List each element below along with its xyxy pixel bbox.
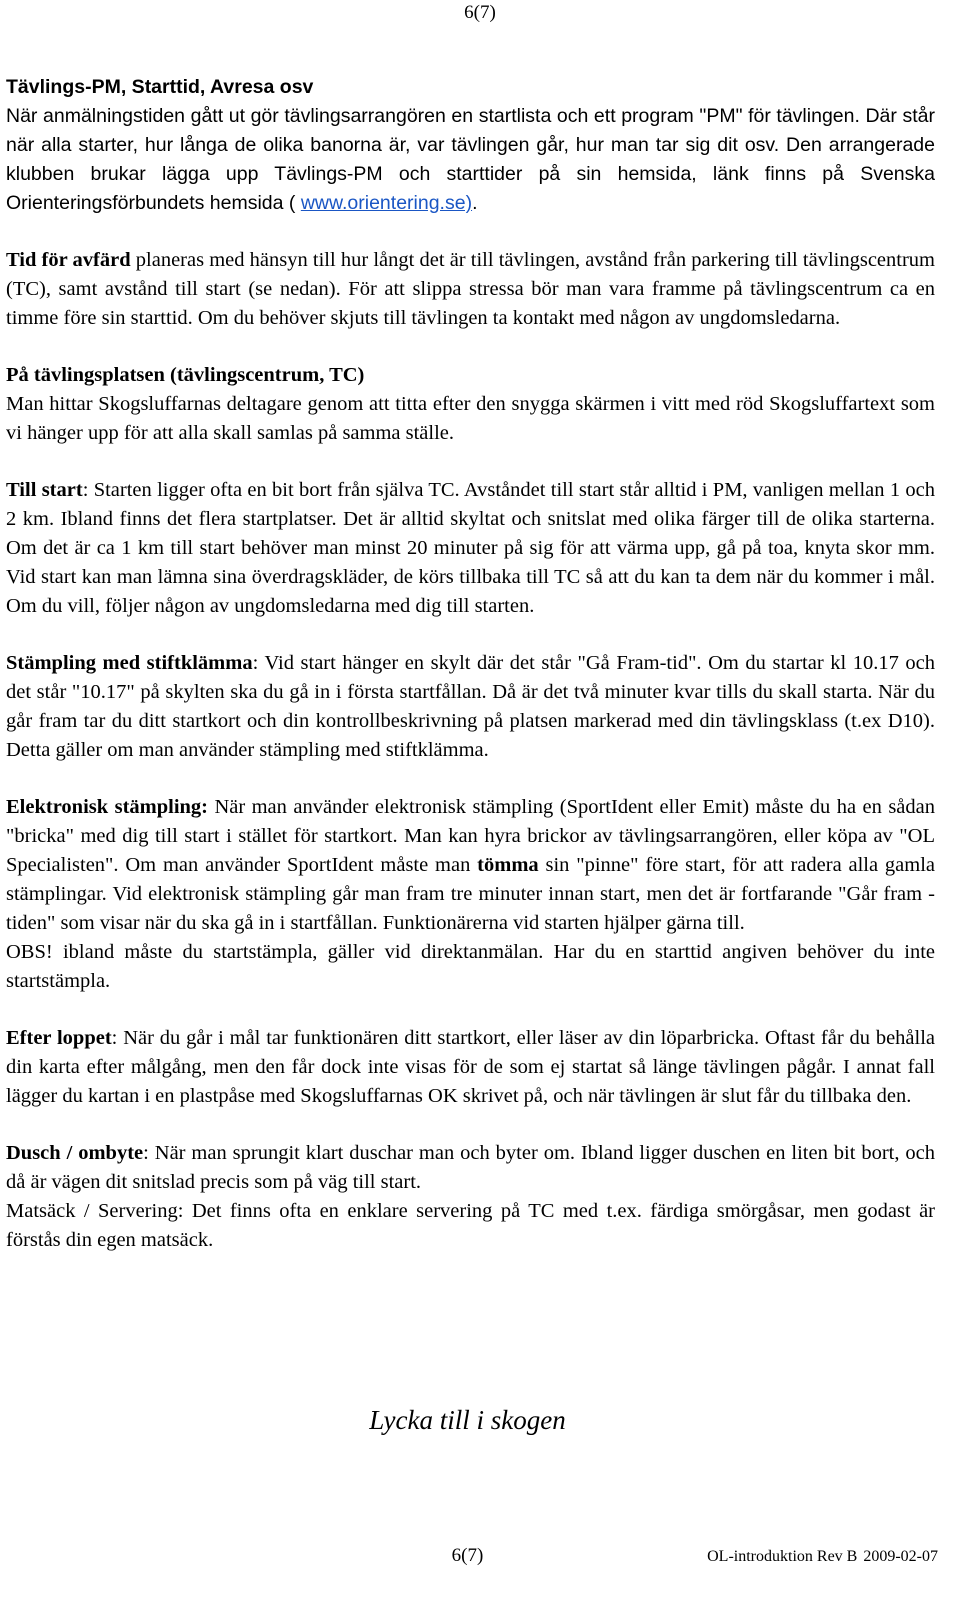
section-venue-text: Man hittar Skogsluffarnas deltagare genom att titta efter den snygga skärmen i vitt med röd Skogsluffartext som vi hänger upp för att alla skall samlas på samma ställe. <box>6 393 935 444</box>
section-shower-lead: Dusch / ombyte <box>6 1142 144 1164</box>
footer-doc-name: OL-introduktion Rev B <box>707 1548 858 1565</box>
section-pm-title: Tävlings-PM, Starttid, Avresa osv <box>6 76 314 98</box>
section-venue-title: På tävlingsplatsen (tävlingscentrum, TC) <box>6 364 365 386</box>
section-electronic <box>6 793 935 996</box>
section-after-lead: Efter loppet <box>6 1027 112 1049</box>
header-page-number: 6(7) <box>464 2 496 23</box>
section-after-text: Efter loppet: När du går i mål tar funktionären ditt startkort, eller läser av din löparbricka. Oftast får du behålla din karta efter målgång, men den får dock inte visas för de som ej startat så länge tävlingen pågår. I annat fall lägger du kartan i en plastpåse med Skogsluffarnas OK skrivet på, och när tävlingen är slut får du tillbaka den. <box>6 1027 936 1107</box>
section-after <box>6 1024 935 1111</box>
section-departure-lead: Tid för avfärd <box>6 249 131 271</box>
section-electronic-lead: Elektronisk stämpling: <box>6 796 208 818</box>
section-food-text: Matsäck / Servering: Det finns ofta en enklare servering på TC med t.ex. färdiga smörgåsar, men godast är förstås din egen matsäck. <box>6 1200 935 1251</box>
orientering-link[interactable]: www.orientering.se) <box>300 192 473 214</box>
footer-page-number: 6(7) <box>451 1545 484 1566</box>
section-venue <box>6 361 935 448</box>
section-to-start-text: Till start: Starten ligger ofta en bit bort från själva TC. Avståndet till start står alltid i PM, vanligen mellan 1 och 2 km. Ibland finns det flera startplatser. Det är alltid skyltat och snitslat med olika färger till de olika starterna. Om det är ca 1 km till start behöver man minst 20 minuter på sig för att värma upp, gå på toa, knyta skor mm. Vid start kan man lämna sina överdragskläder, de körs tillbaka till TC så att du kan ta dem när du kommer i mål. Om du vill, följer någon av ungdomsledarna med dig till starten. <box>6 479 935 617</box>
section-to-start-lead: Till start <box>6 479 83 501</box>
section-punching-text: Stämpling med stiftklämma: Vid start hänger en skylt där det står "Gå Fram-tid". Om du startar kl 10.17 och det står "10.17" på skylten ska du gå in i första startfållan. Då är det två minuter kvar tills du skall starta. När du går fram tar du ditt startkort och din kontrollbeskrivning på platsen markerad med din tävlingsklass (t.ex D10). Detta gäller om man använder stämpling med stiftklämma. <box>6 652 936 761</box>
footer-document-info <box>707 1545 938 1569</box>
section-electronic-text: Elektronisk stämpling: När man använder elektronisk stämpling (SportIdent eller Emit) måste du ha en sådan "bricka" med dig till start i stället för startkort. Man kan hyra brickor av tävlingsarrangören, eller köpa av "OL Specialisten". Om man använder SportIdent måste man tömma sin "pinne" före start, för att radera alla gamla stämplingar. Vid elektronisk stämpling går man fram tre minuter innan start, men det är fortfarande "Går fram -tiden" som visar när du ska gå in i startfållan. Funktionärerna vid starten hjälper gärna till. <box>6 796 935 934</box>
section-to-start <box>6 476 935 621</box>
section-electronic-emphasis: tömma <box>477 854 539 876</box>
document-body <box>6 73 935 1255</box>
section-shower <box>6 1139 935 1255</box>
section-pm <box>6 73 935 218</box>
section-punching <box>6 649 935 765</box>
footer-doc-date: 2009-02-07 <box>863 1548 938 1565</box>
section-punching-lead: Stämpling med stiftklämma <box>6 652 253 674</box>
section-pm-text: När anmälningstiden gått ut gör tävlingsarrangören en startlista och ett program "PM" för tävlingen. Där står när alla starter, hur långa de olika banorna är, var tävlingen går, hur man tar sig dit osv. Den arrangerade klubben brukar lägga upp Tävlings-PM och starttider på sin hemsida, länk finns på Svenska Orienteringsförbundets hemsida ( www.orientering.se). <box>6 105 935 214</box>
section-shower-text: Dusch / ombyte: När man sprungit klart duschar man och byter om. Ibland ligger duschen en liten bit bort, och då är vägen dit snitslad precis som på väg till start. <box>6 1142 935 1193</box>
section-departure <box>6 246 935 333</box>
section-electronic-obs: OBS! ibland måste du startstämpla, gäller vid direktanmälan. Har du en starttid angiven behöver du inte startstämpla. <box>6 941 935 992</box>
closing-greeting: Lycka till i skogen <box>369 1405 566 1435</box>
section-departure-text: Tid för avfärd planeras med hänsyn till hur långt det är till tävlingen, avstånd från parkering till tävlingscentrum (TC), samt avstånd till start (se nedan). För att slippa stressa bör man vara framme på tävlingscentrum ca en timme före sin starttid. Om du behöver skjuts till tävlingen ta kontakt med någon av ungdomsledarna. <box>6 249 935 329</box>
